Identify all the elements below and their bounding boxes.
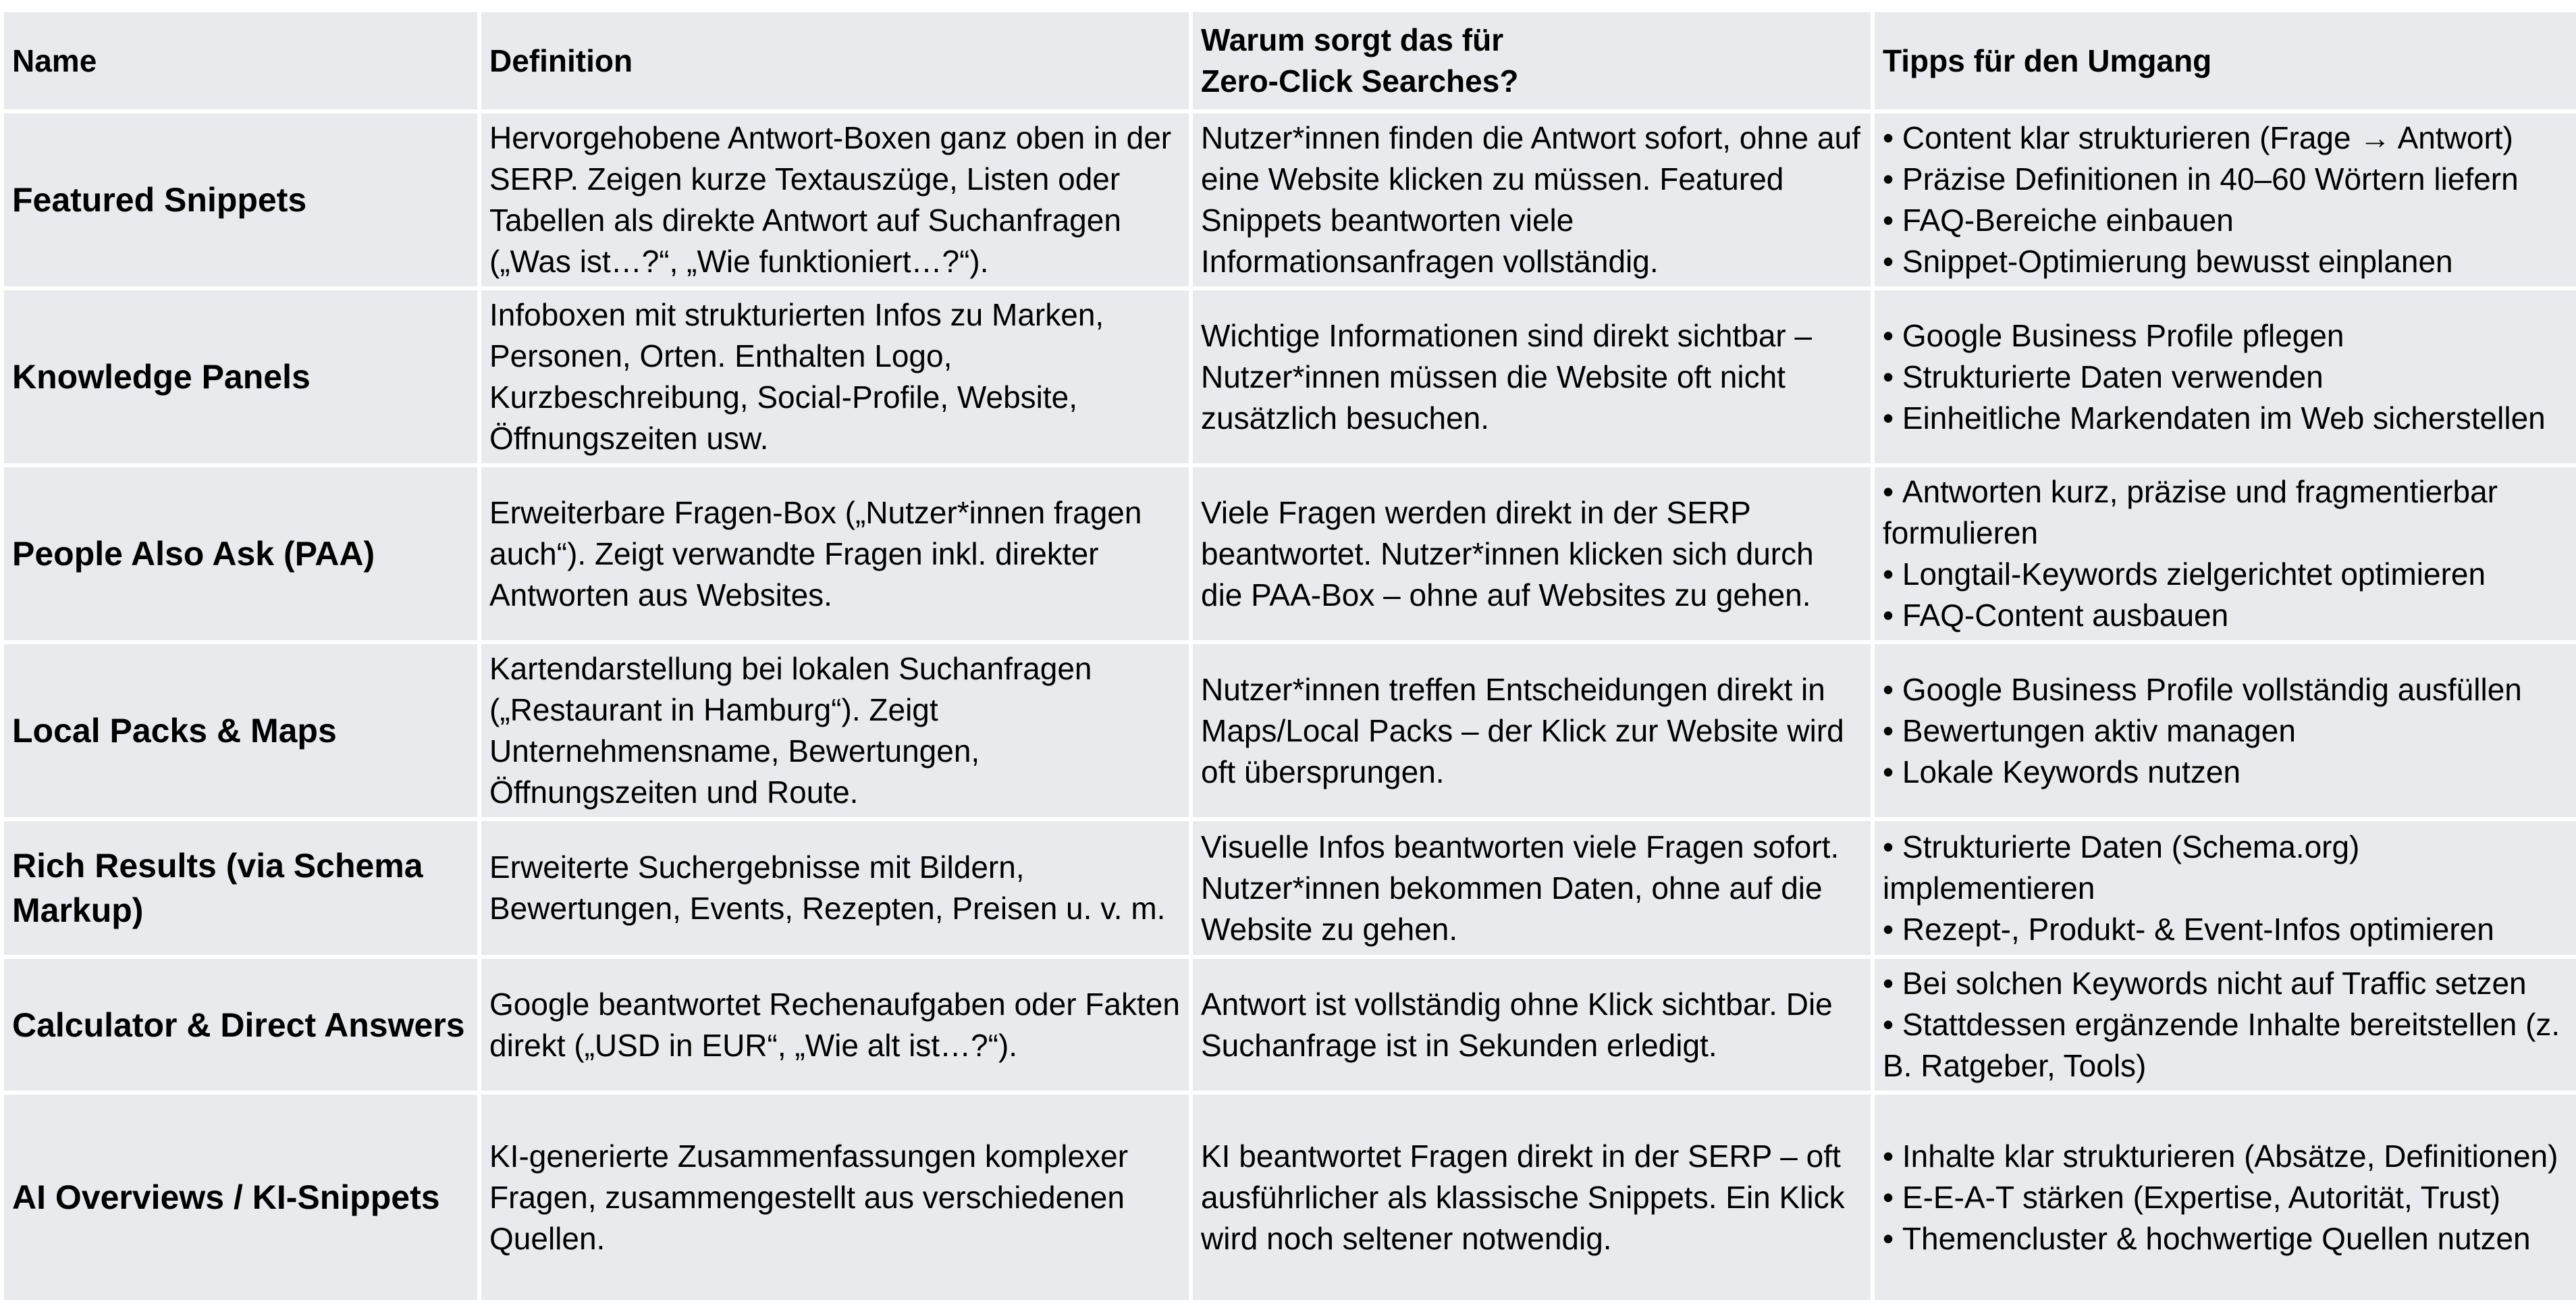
table-row (2, 819, 2576, 957)
header-tips: Tipps für den Umgang (1873, 10, 2576, 111)
row-definition: Hervorgehobene Antwort-Boxen ganz oben in der SERP. Zeigen kurze Textauszüge, Listen oder Tabellen als direkte Antwort auf Suchanfragen („Was ist…?“, „Wie funktioniert…?“). (479, 111, 1191, 288)
row-reason: Viele Fragen werden direkt in der SERP beantwortet. Nutzer*innen klicken sich durch die PAA-Box – ohne auf Websites zu gehen. (1191, 465, 1873, 642)
zero-click-table (0, 8, 2576, 1304)
tip-item: • Rezept-, Produkt- & Event-Infos optimieren (1883, 909, 2568, 950)
tip-item: • Google Business Profile pflegen (1883, 315, 2568, 357)
tip-item: • FAQ-Content ausbauen (1883, 595, 2568, 636)
table-row (2, 111, 2576, 288)
tip-item: • Content klar strukturieren (Frage → Antwort) (1883, 118, 2568, 159)
row-definition: Kartendarstellung bei lokalen Suchanfragen („Restaurant in Hamburg“). Zeigt Unternehmensname, Bewertungen, Öffnungszeiten und Route. (479, 642, 1191, 819)
tip-item: • FAQ-Bereiche einbauen (1883, 200, 2568, 241)
row-name: Featured Snippets (2, 111, 479, 288)
tip-item: • Longtail-Keywords zielgerichtet optimieren (1883, 554, 2568, 595)
row-reason: Nutzer*innen treffen Entscheidungen direkt in Maps/Local Packs – der Klick zur Website wird oft übersprungen. (1191, 642, 1873, 819)
tip-item: • Strukturierte Daten (Schema.org) implementieren (1883, 827, 2568, 909)
table-row (2, 957, 2576, 1093)
tip-item: • Strukturierte Daten verwenden (1883, 357, 2568, 398)
row-tips (1873, 111, 2576, 288)
header-reason-line-1: Warum sorgt das für (1201, 22, 1504, 57)
row-name: Calculator & Direct Answers (2, 957, 479, 1093)
row-definition: Infoboxen mit strukturierten Infos zu Marken, Personen, Orten. Enthalten Logo, Kurzbeschreibung, Social-Profile, Website, Öffnungszeiten usw. (479, 288, 1191, 465)
row-tips (1873, 957, 2576, 1093)
row-reason: Antwort ist vollständig ohne Klick sichtbar. Die Suchanfrage ist in Sekunden erledigt. (1191, 957, 1873, 1093)
tip-item: • Einheitliche Markendaten im Web sicherstellen (1883, 398, 2568, 439)
tip-item: • Google Business Profile vollständig ausfüllen (1883, 669, 2568, 710)
tip-item: • Inhalte klar strukturieren (Absätze, Definitionen) (1883, 1136, 2568, 1177)
row-definition: Erweiterbare Fragen-Box („Nutzer*innen fragen auch“). Zeigt verwandte Fragen inkl. direkter Antworten aus Websites. (479, 465, 1191, 642)
tip-item: • E-E-A-T stärken (Expertise, Autorität, Trust) (1883, 1177, 2568, 1218)
row-definition: Google beantwortet Rechenaufgaben oder Fakten direkt („USD in EUR“, „Wie alt ist…?“). (479, 957, 1191, 1093)
header-reason (1191, 10, 1873, 111)
row-name: Rich Results (via Schema Markup) (2, 819, 479, 957)
row-name: AI Overviews / KI-Snippets (2, 1093, 479, 1302)
row-name: Knowledge Panels (2, 288, 479, 465)
tip-item: • Stattdessen ergänzende Inhalte bereitstellen (z. B. Ratgeber, Tools) (1883, 1004, 2568, 1087)
header-row (2, 10, 2576, 111)
row-definition: KI-generierte Zusammenfassungen komplexer Fragen, zusammengestellt aus verschiedenen Quellen. (479, 1093, 1191, 1302)
row-tips (1873, 288, 2576, 465)
tip-item: • Bei solchen Keywords nicht auf Traffic setzen (1883, 963, 2568, 1004)
tip-item: • Bewertungen aktiv managen (1883, 710, 2568, 752)
table-row (2, 1093, 2576, 1302)
row-name: Local Packs & Maps (2, 642, 479, 819)
row-reason: Nutzer*innen finden die Antwort sofort, ohne auf eine Website klicken zu müssen. Featured Snippets beantworten viele Informationsanfragen vollständig. (1191, 111, 1873, 288)
row-reason: KI beantwortet Fragen direkt in der SERP – oft ausführlicher als klassische Snippets. Ein Klick wird noch seltener notwendig. (1191, 1093, 1873, 1302)
row-tips (1873, 819, 2576, 957)
row-definition: Erweiterte Suchergebnisse mit Bildern, Bewertungen, Events, Rezepten, Preisen u. v. m. (479, 819, 1191, 957)
row-tips (1873, 465, 2576, 642)
row-tips (1873, 1093, 2576, 1302)
table-row (2, 642, 2576, 819)
row-tips (1873, 642, 2576, 819)
tip-item: • Lokale Keywords nutzen (1883, 752, 2568, 793)
tip-item: • Antworten kurz, präzise und fragmentierbar formulieren (1883, 471, 2568, 554)
tip-item: • Themencluster & hochwertige Quellen nutzen (1883, 1218, 2568, 1259)
table-row (2, 465, 2576, 642)
table-row (2, 288, 2576, 465)
tip-item: • Präzise Definitionen in 40–60 Wörtern liefern (1883, 159, 2568, 200)
header-reason-line-2: Zero-Click Searches? (1201, 63, 1519, 99)
row-name: People Also Ask (PAA) (2, 465, 479, 642)
tip-item: • Snippet-Optimierung bewusst einplanen (1883, 241, 2568, 282)
header-definition: Definition (479, 10, 1191, 111)
row-reason: Visuelle Infos beantworten viele Fragen sofort. Nutzer*innen bekommen Daten, ohne auf die Website zu gehen. (1191, 819, 1873, 957)
header-name: Name (2, 10, 479, 111)
row-reason: Wichtige Informationen sind direkt sichtbar – Nutzer*innen müssen die Website oft nicht zusätzlich besuchen. (1191, 288, 1873, 465)
